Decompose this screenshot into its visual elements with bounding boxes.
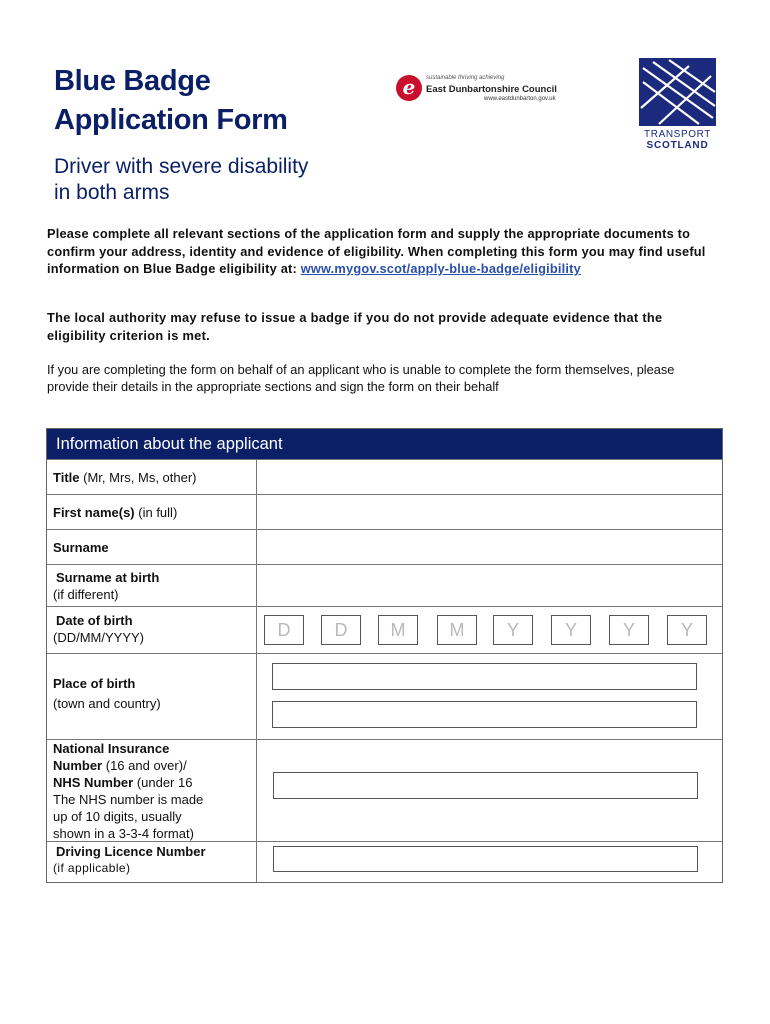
date-of-birth-field (257, 607, 722, 653)
transport-scotland-logo (639, 58, 716, 151)
surname-field[interactable] (257, 530, 722, 564)
council-name: East Dunbartonshire Council (426, 84, 557, 95)
date-of-birth-row (47, 606, 722, 653)
dob-day-digit-1[interactable]: D (264, 615, 304, 645)
surname-row (47, 529, 722, 564)
first-names-field[interactable] (257, 495, 722, 529)
transport-logo-line1: TRANSPORT (644, 129, 711, 140)
council-e-icon: e (396, 75, 422, 101)
dob-day-digit-2[interactable]: D (321, 615, 361, 645)
surname-at-birth-row (47, 564, 722, 606)
subtitle-line-2: in both arms (54, 181, 170, 204)
subtitle-line-1: Driver with severe disability (54, 155, 309, 178)
ni-nhs-field (257, 740, 722, 841)
ni-nhs-row (47, 739, 722, 841)
place-of-birth-input-2[interactable] (272, 701, 697, 728)
behalf-note: If you are completing the form on behalf of an applicant who is unable to complete the form themselves, please provide their details in the appropriate sections and sign the form on their behalf (47, 362, 675, 394)
title-label: Title (Mr, Mrs, Ms, other) (47, 460, 257, 494)
east-dunbartonshire-logo (396, 72, 566, 108)
title-row (47, 459, 722, 494)
evidence-warning: The local authority may refuse to issue a badge if you do not provide adequate evidence that the eligibility criterion is met. (47, 310, 663, 343)
section-heading: Information about the applicant (47, 429, 722, 459)
transport-logo-line2: SCOTLAND (646, 140, 709, 151)
dob-month-digit-1[interactable]: M (378, 615, 418, 645)
eligibility-link[interactable]: www.mygov.scot/apply-blue-badge/eligibility (300, 261, 581, 276)
intro-text: Please complete all relevant sections of the application form and supply the appropriate documents to confirm your address, identity and evidence of eligibility. When completing this form you may find useful information on Blue Badge eligibility at: (47, 226, 706, 276)
dob-year-digit-2[interactable]: Y (551, 615, 591, 645)
dob-year-digit-1[interactable]: Y (493, 615, 533, 645)
title-line-2: Application Form (54, 104, 288, 136)
intro-paragraph (47, 225, 717, 278)
place-of-birth-label: Place of birth (town and country) (47, 654, 257, 739)
surname-at-birth-label: Surname at birth (if different) (47, 565, 257, 606)
driving-licence-field (257, 842, 722, 882)
dob-year-digit-3[interactable]: Y (609, 615, 649, 645)
place-of-birth-input-1[interactable] (272, 663, 697, 690)
driving-licence-label: Driving Licence Number (if applicable) (47, 842, 257, 882)
transport-scotland-icon (639, 58, 716, 126)
date-of-birth-label: Date of birth (DD/MM/YYYY) (47, 607, 257, 653)
council-tagline: sustainable thriving achieving (426, 75, 505, 81)
place-of-birth-field (257, 654, 722, 739)
title-field[interactable] (257, 460, 722, 494)
page-subtitle (54, 154, 308, 206)
page-title (54, 62, 288, 140)
driving-licence-input[interactable] (273, 846, 698, 872)
first-names-row (47, 494, 722, 529)
council-url: www.eastdunbarton.gov.uk (484, 96, 556, 102)
first-names-label: First name(s) (in full) (47, 495, 257, 529)
dob-year-digit-4[interactable]: Y (667, 615, 707, 645)
surname-at-birth-field[interactable] (257, 565, 722, 606)
place-of-birth-row (47, 653, 722, 739)
ni-nhs-number-input[interactable] (273, 772, 698, 799)
ni-nhs-label: National Insurance Number (16 and over)/ NHS Number (under 16 The NHS number is made up of 10 digits, usually shown in a 3-3-4 format) (47, 740, 257, 841)
applicant-info-table (46, 428, 723, 883)
driving-licence-row (47, 841, 722, 882)
dob-month-digit-2[interactable]: M (437, 615, 477, 645)
title-line-1: Blue Badge (54, 65, 211, 97)
surname-label: Surname (47, 530, 257, 564)
